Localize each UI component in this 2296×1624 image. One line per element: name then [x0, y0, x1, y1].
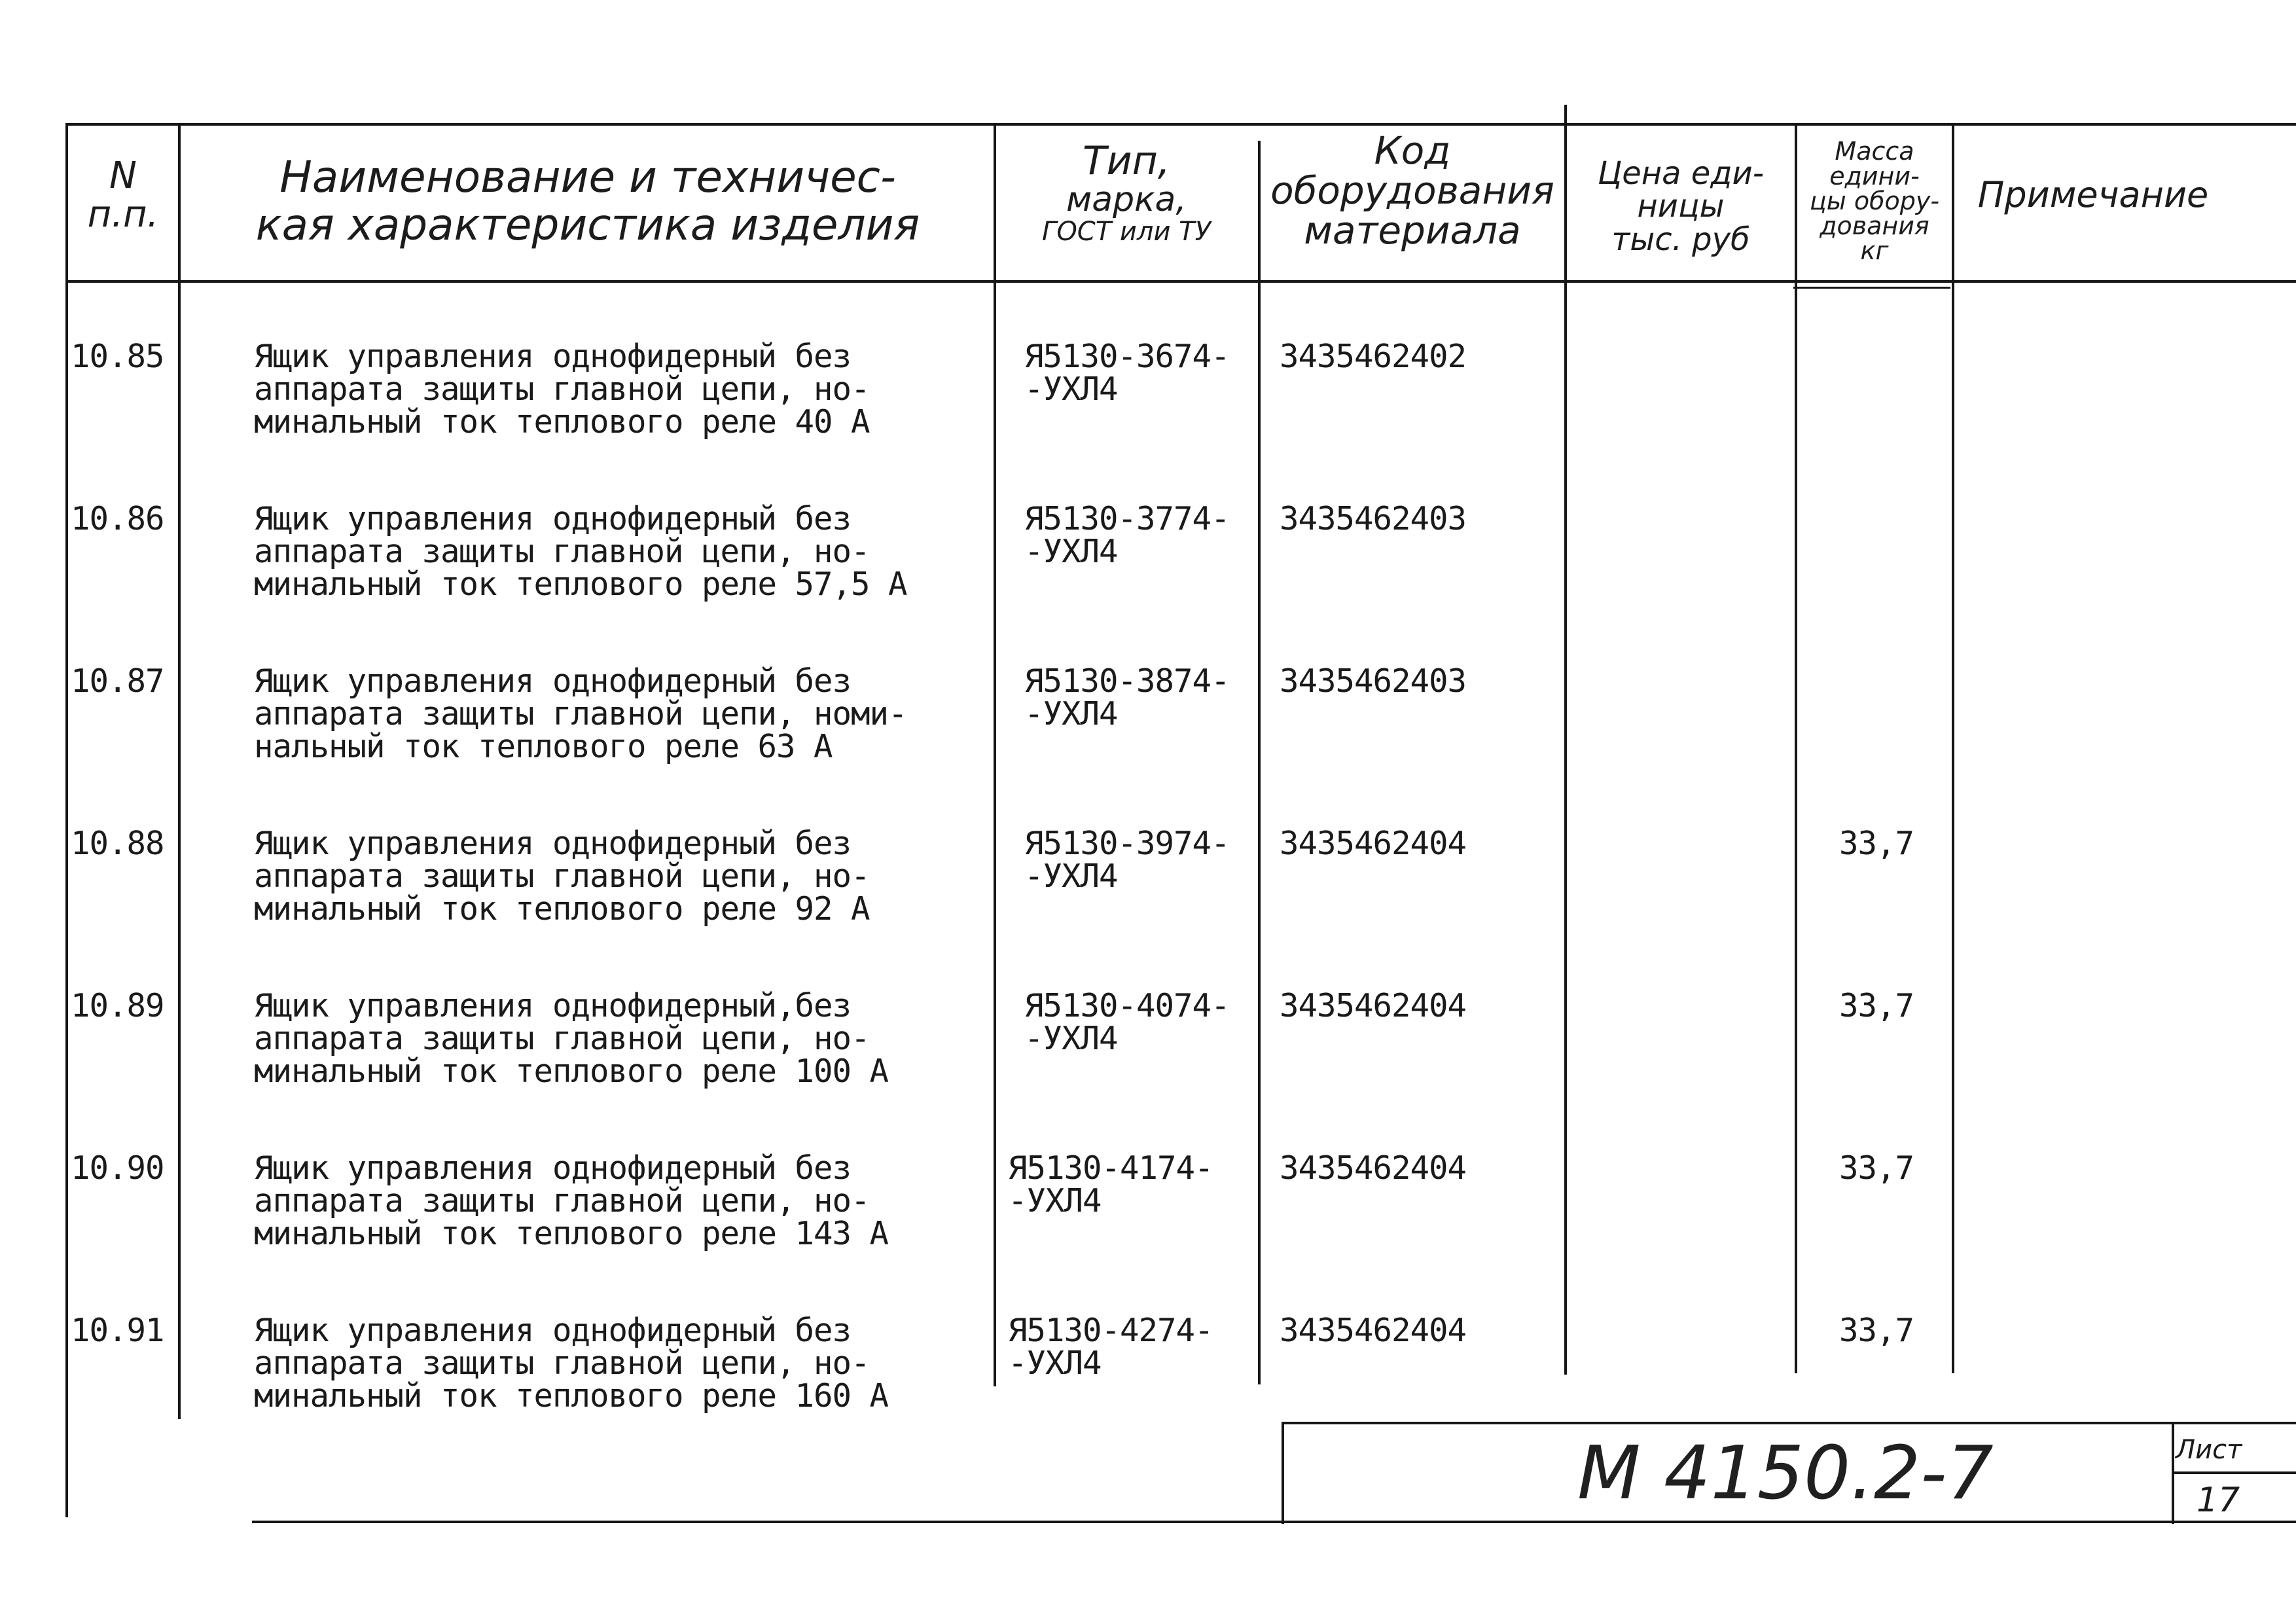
row-equipment-code: 3435462402 — [1280, 338, 1467, 375]
type-mark-line: Я5130-4174- — [1008, 1149, 1213, 1187]
sheet-box-divider — [2172, 1471, 2296, 1474]
type-mark-line: Я5130-3774- — [1024, 500, 1230, 537]
type-mark-line: -УХЛ4 — [1008, 1182, 1102, 1219]
header-mass: Масса едини- цы обору- дования кг — [1809, 137, 1940, 265]
header-price: Цена еди- ницы тыс. руб — [1597, 155, 1765, 258]
column-divider-6 — [1952, 123, 1954, 1373]
row-unit-mass: 33,7 — [1839, 1149, 1914, 1187]
row-equipment-code: 3435462404 — [1280, 987, 1467, 1024]
type-mark-line: -УХЛ4 — [1024, 1020, 1118, 1057]
description-line: аппарата защиты главной цепи, но- — [254, 1020, 870, 1057]
description-line: Ящик управления однофидерный,без — [254, 987, 852, 1024]
row-type-mark — [1024, 500, 1230, 570]
description-line: Ящик управления однофидерный без — [254, 1149, 852, 1187]
title-block-top-border — [1282, 1422, 2296, 1424]
row-number: 10.86 — [71, 500, 164, 537]
type-mark-line: -УХЛ4 — [1024, 370, 1118, 408]
description-line: минальный ток теплового реле 92 А — [254, 890, 870, 928]
row-type-mark — [1024, 340, 1230, 406]
column-divider-5 — [1795, 123, 1797, 1373]
description-line: Ящик управления однофидерный без — [254, 500, 852, 537]
type-mark-line: Я5130-3974- — [1024, 825, 1230, 862]
type-mark-line: Я5130-3874- — [1024, 662, 1230, 700]
row-description — [254, 500, 907, 603]
row-type-mark — [1008, 1314, 1213, 1380]
type-mark-line: -УХЛ4 — [1008, 1344, 1102, 1382]
row-equipment-code: 3435462403 — [1280, 500, 1467, 537]
header-bottom-border — [65, 280, 2296, 283]
row-type-mark — [1008, 1149, 1213, 1219]
description-line: нальный ток теплового реле 63 А — [254, 728, 833, 765]
row-description — [254, 662, 907, 765]
column-divider-1 — [178, 123, 181, 1419]
description-line: минальный ток теплового реле 57,5 А — [254, 566, 907, 603]
document-number: М 4150.2-7 — [1577, 1431, 1994, 1516]
type-mark-line: -УХЛ4 — [1024, 695, 1118, 732]
row-number: 10.89 — [71, 987, 164, 1024]
type-mark-line: -УХЛ4 — [1024, 857, 1118, 895]
row-type-mark — [1024, 987, 1230, 1057]
row-equipment-code: 3435462404 — [1280, 1312, 1467, 1349]
header-note: Примечание — [1977, 174, 2209, 215]
row-description — [254, 1149, 889, 1252]
column-divider-4 — [1564, 105, 1567, 1375]
title-block-bottom-border — [252, 1521, 2296, 1523]
description-line: аппарата защиты главной цепи, но- — [254, 370, 870, 408]
row-equipment-code: 3435462403 — [1280, 662, 1467, 700]
row-description — [254, 827, 870, 926]
description-line: минальный ток теплового реле 100 А — [254, 1053, 889, 1090]
column-divider-2 — [994, 123, 996, 1386]
type-mark-line: Я5130-4274- — [1008, 1312, 1213, 1349]
header-type: Тип, марка, ГОСТ или ТУ — [1042, 138, 1211, 247]
description-line: минальный ток теплового реле 160 А — [254, 1377, 889, 1415]
sheet-label: Лист — [2176, 1435, 2242, 1465]
column-divider-3 — [1258, 141, 1261, 1384]
description-line: Ящик управления однофидерный без — [254, 662, 852, 700]
description-line: аппарата защиты главной цепи, номи- — [254, 695, 907, 732]
type-mark-line: Я5130-3674- — [1024, 338, 1230, 375]
header-code: Код оборудования материала — [1270, 128, 1554, 253]
row-number: 10.87 — [71, 662, 164, 700]
description-line: аппарата защиты главной цепи, но- — [254, 857, 870, 895]
row-equipment-code: 3435462404 — [1280, 825, 1467, 862]
table-top-border — [65, 123, 2296, 126]
header-name: Наименование и техничес- кая характеристика изделия — [255, 152, 920, 250]
row-number: 10.85 — [71, 338, 164, 375]
row-description — [254, 340, 870, 439]
row-equipment-code: 3435462404 — [1280, 1149, 1467, 1187]
description-line: Ящик управления однофидерный без — [254, 825, 852, 862]
description-line: аппарата защиты главной цепи, но- — [254, 1182, 870, 1219]
row-type-mark — [1024, 662, 1230, 732]
row-number: 10.91 — [71, 1312, 164, 1349]
type-mark-line: Я5130-4074- — [1024, 987, 1230, 1024]
row-type-mark — [1024, 827, 1230, 893]
row-number: 10.90 — [71, 1149, 164, 1187]
description-line: аппарата защиты главной цепи, но- — [254, 1344, 870, 1382]
description-line: минальный ток теплового реле 40 А — [254, 403, 870, 441]
row-number: 10.88 — [71, 825, 164, 862]
row-description — [254, 1314, 888, 1413]
description-line: Ящик управления однофидерный без — [254, 338, 852, 375]
row-unit-mass: 33,7 — [1839, 825, 1914, 862]
title-block-left-border — [1282, 1422, 1284, 1524]
header-number: N п.п. — [87, 154, 159, 236]
description-line: аппарата защиты главной цепи, но- — [254, 533, 870, 570]
row-unit-mass: 33,7 — [1839, 987, 1914, 1024]
description-line: Ящик управления однофидерный без — [254, 1312, 852, 1349]
sheet-number: 17 — [2197, 1481, 2240, 1520]
row-description — [254, 987, 889, 1090]
table-left-border — [65, 123, 68, 1517]
description-line: минальный ток теплового реле 143 А — [254, 1215, 889, 1252]
type-mark-line: -УХЛ4 — [1024, 533, 1118, 570]
header-bottom-border-secondary — [1793, 287, 1950, 289]
row-unit-mass: 33,7 — [1839, 1312, 1914, 1349]
